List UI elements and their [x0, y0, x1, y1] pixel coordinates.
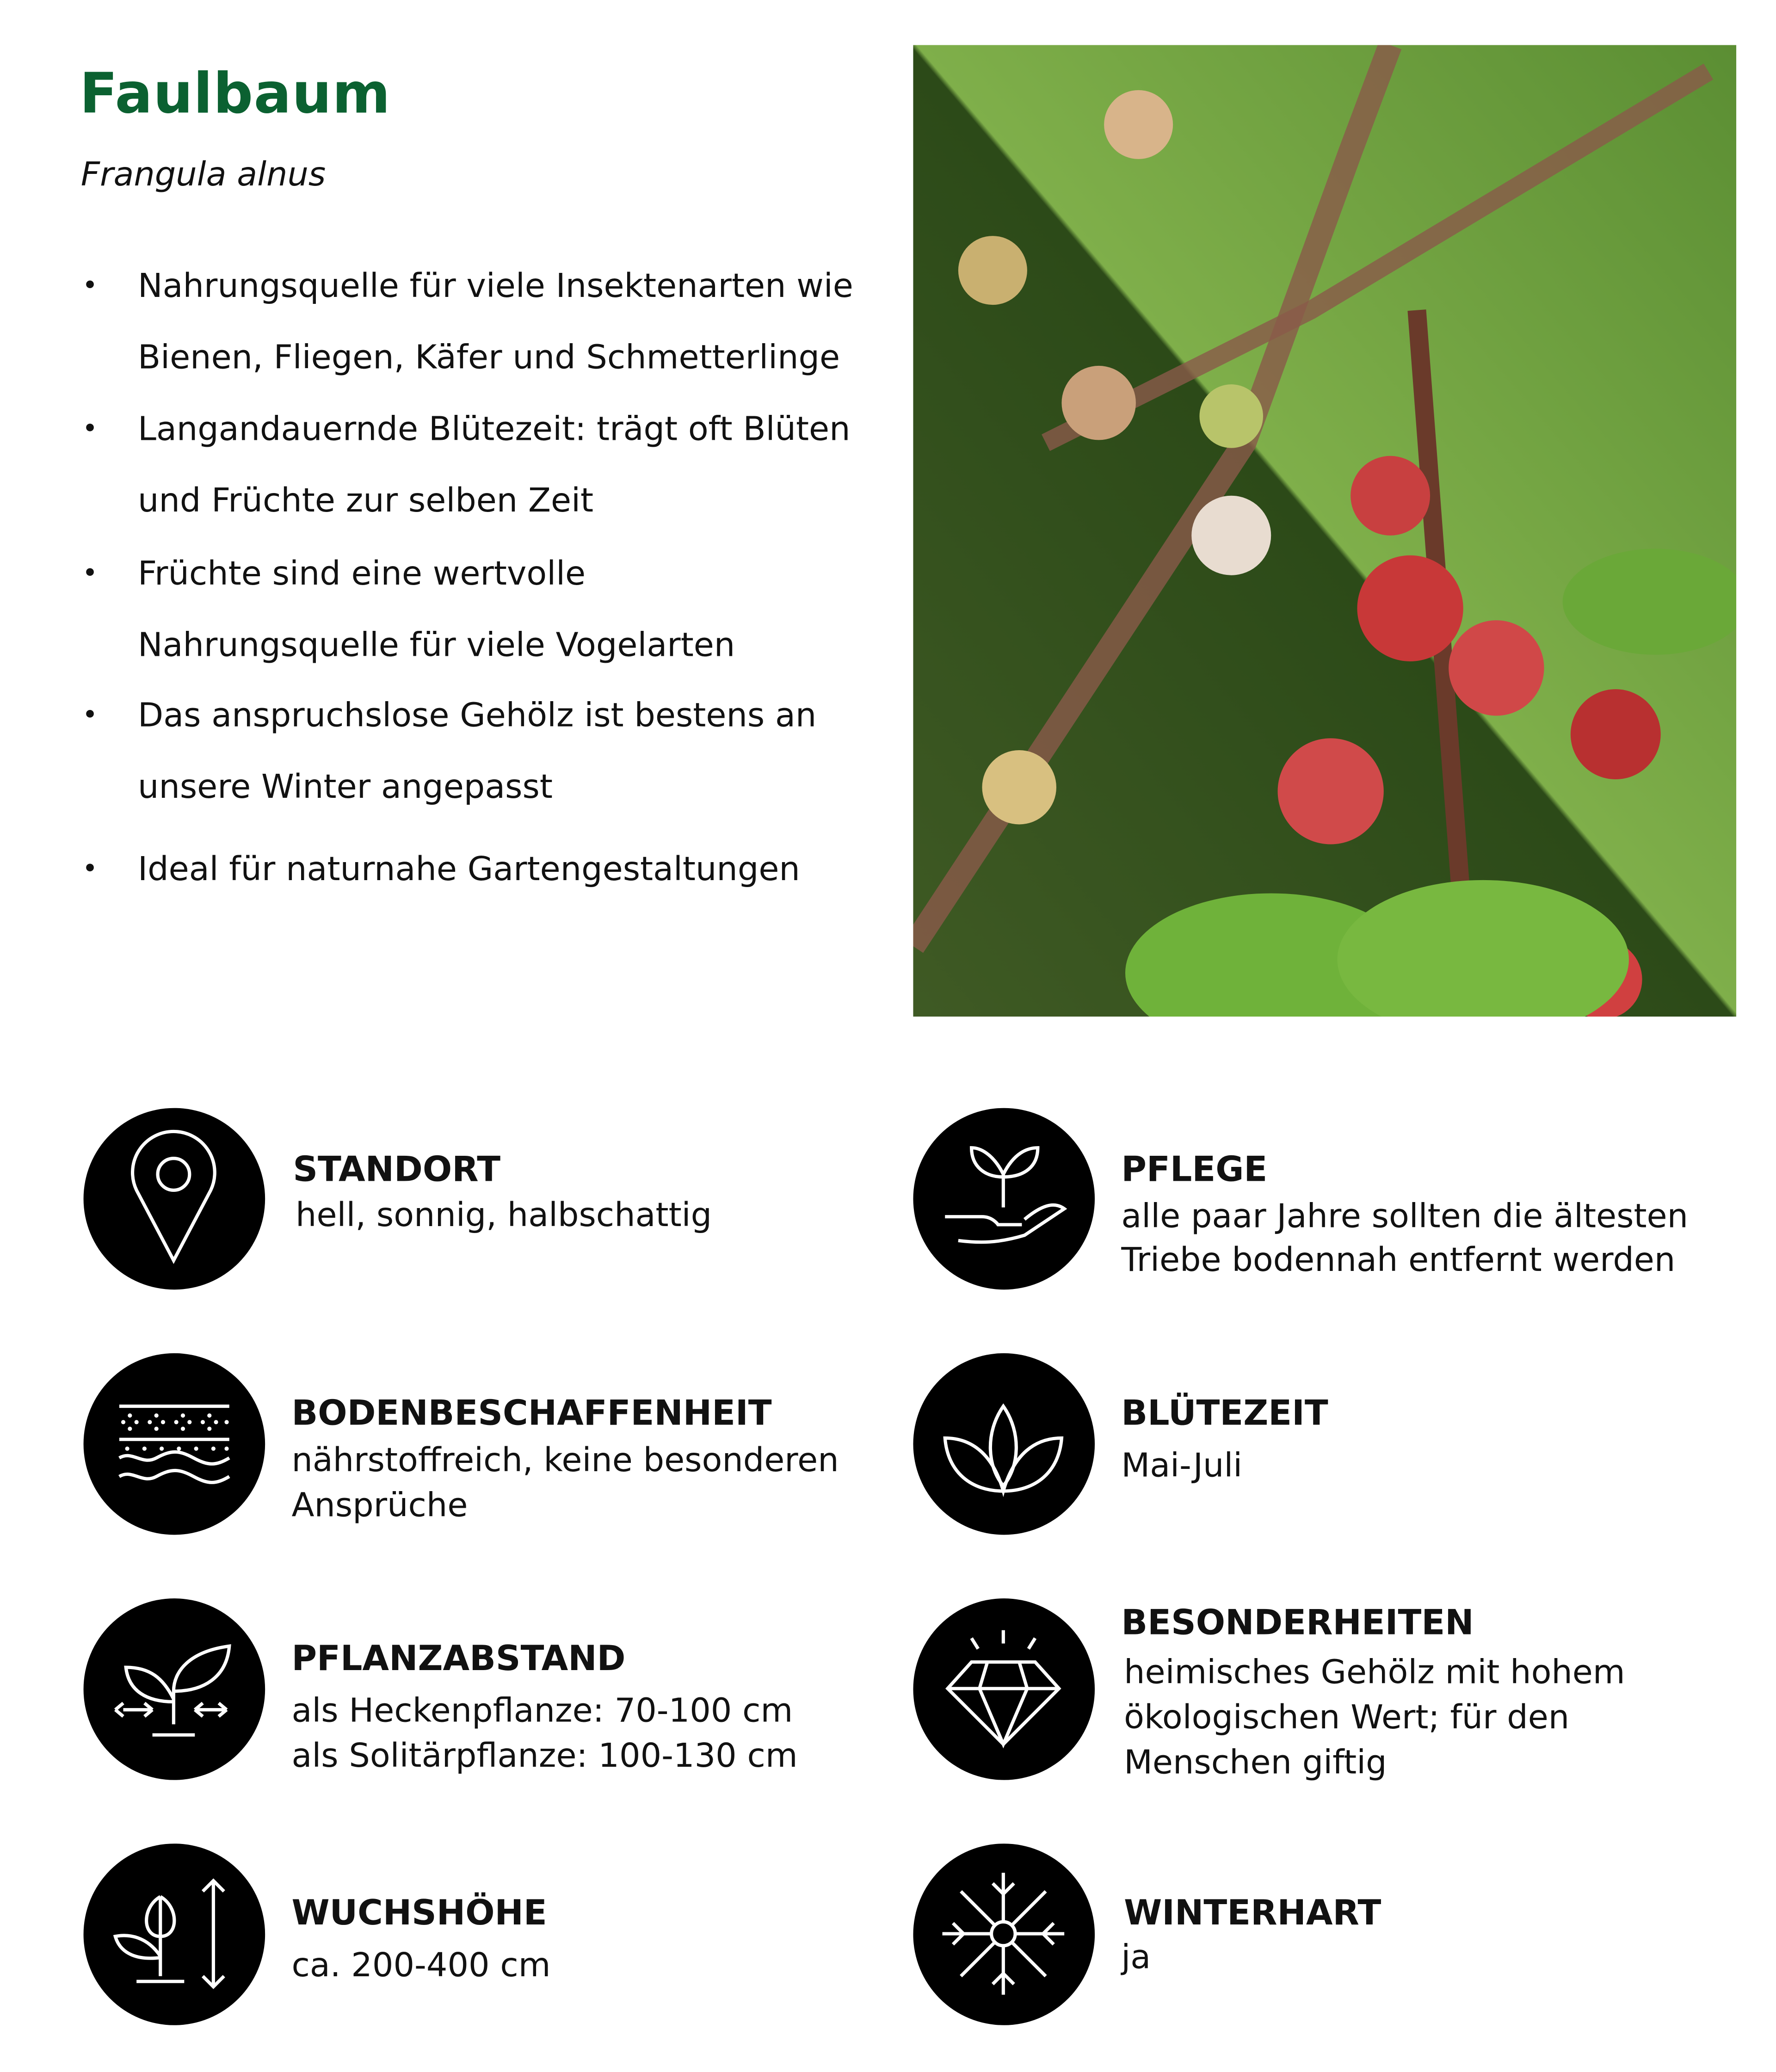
- hoehe-value: ca. 200-400 cm: [291, 1945, 551, 1984]
- list-item-line: Langandauernde Blütezeit: trägt oft Blüten: [138, 409, 851, 448]
- boden-value-line: Ansprüche: [291, 1486, 468, 1524]
- standort-label: STANDORT: [293, 1150, 501, 1190]
- besonder-value-line: Menschen giftig: [1124, 1743, 1387, 1782]
- besonder-value-line: heimisches Gehölz mit hohem: [1124, 1653, 1625, 1691]
- bullet: •: [82, 698, 98, 731]
- page-title: Faulbaum: [79, 61, 391, 126]
- pflege-value-line: alle paar Jahre sollten die ältesten: [1121, 1196, 1689, 1235]
- abstand-value-line: als Heckenpflanze: 70-100 cm: [291, 1691, 793, 1730]
- list-item-line: unsere Winter angepasst: [138, 767, 553, 806]
- latin-name: Frangula alnus: [80, 155, 326, 194]
- snowflake-icon: [913, 1844, 1095, 2025]
- pflege-value-line: Triebe bodennah entfernt werden: [1121, 1240, 1676, 1279]
- plant-height-icon: [84, 1844, 265, 2025]
- bullet: •: [82, 556, 98, 589]
- list-item-line: Ideal für naturnahe Gartengestaltungen: [138, 849, 800, 888]
- boden-value-line: nährstoffreich, keine besonderen: [291, 1441, 839, 1480]
- abstand-label: PFLANZABSTAND: [291, 1639, 626, 1679]
- bullet: •: [82, 412, 98, 444]
- soil-layers-icon: [84, 1353, 265, 1535]
- hand-sprout-icon: [913, 1108, 1095, 1290]
- list-item-line: Bienen, Fliegen, Käfer und Schmetterlinge: [138, 338, 840, 376]
- abstand-value-line: als Solitärpflanze: 100-130 cm: [291, 1736, 798, 1775]
- list-item-line: Früchte sind eine wertvolle: [138, 554, 586, 592]
- list-item-line: Das anspruchslose Gehölz ist bestens an: [138, 696, 817, 734]
- hoehe-label: WUCHSHÖHE: [291, 1894, 547, 1934]
- lotus-flower-icon: [913, 1353, 1095, 1535]
- plant-spacing-icon: [84, 1598, 265, 1780]
- standort-value: hell, sonnig, halbschattig: [296, 1195, 712, 1234]
- list-item-line: und Früchte zur selben Zeit: [138, 481, 594, 520]
- winter-value: ja: [1121, 1937, 1151, 1976]
- diamond-icon: [913, 1598, 1095, 1780]
- plant-photo: [913, 45, 1736, 1017]
- bullet: •: [82, 269, 98, 301]
- location-pin-icon: [84, 1108, 265, 1290]
- pflege-label: PFLEGE: [1121, 1150, 1268, 1190]
- boden-label: BODENBESCHAFFENHEIT: [291, 1394, 772, 1434]
- winter-label: WINTERHART: [1124, 1894, 1381, 1934]
- bluete-label: BLÜTEZEIT: [1121, 1394, 1328, 1434]
- besonder-label: BESONDERHEITEN: [1121, 1603, 1474, 1644]
- list-item-line: Nahrungsquelle für viele Insektenarten wie: [138, 266, 853, 305]
- bluete-value: Mai-Juli: [1121, 1446, 1243, 1485]
- list-item-line: Nahrungsquelle für viele Vogelarten: [138, 625, 735, 664]
- bullet: •: [82, 852, 98, 884]
- besonder-value-line: ökologischen Wert; für den: [1124, 1697, 1570, 1737]
